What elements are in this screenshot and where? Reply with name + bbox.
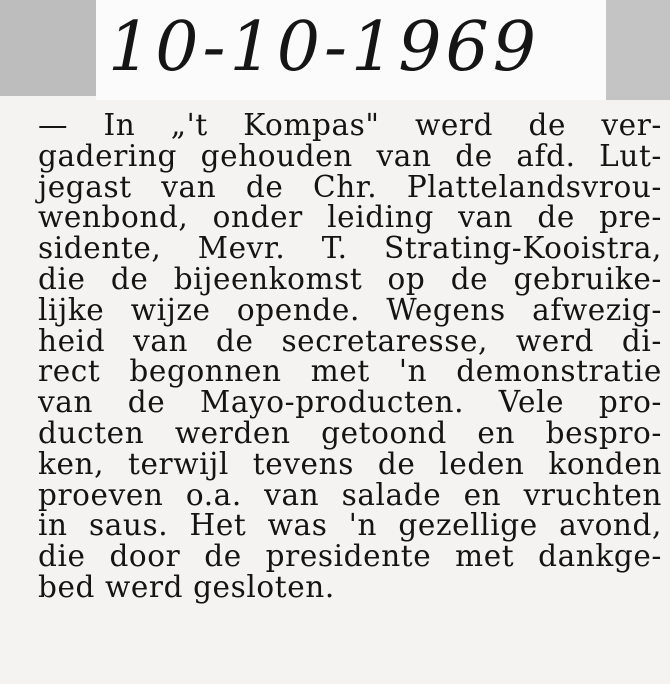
article-line: gadering gehouden van de afd. Lut- <box>38 138 662 173</box>
article-line: wenbond, onder leiding van de pre- <box>38 200 662 235</box>
article-line: die door de presidente met dankge- <box>38 539 662 574</box>
article-line: — In „'t Kompas" werd de ver- <box>38 108 662 142</box>
article-line: sidente, Mevr. T. Strating-Kooistra, <box>38 231 662 266</box>
background-margin-left <box>0 0 96 96</box>
article-line: heid van de secretaresse, werd di- <box>38 323 662 358</box>
article-line: proeven o.a. van salade en vruchten <box>38 477 662 512</box>
article-text <box>38 110 662 603</box>
article-line: rect begonnen met 'n demonstratie <box>38 354 662 389</box>
article-line: van de Mayo-producten. Vele pro- <box>38 385 662 420</box>
article-line: ken, terwijl tevens de leden konden <box>38 446 662 481</box>
article-line: jegast van de Chr. Plattelandsvrou- <box>38 169 662 204</box>
handwritten-date: 10-10-1969 <box>108 8 541 87</box>
article-line: bed werd gesloten. <box>38 569 335 604</box>
background-margin-right <box>606 0 670 100</box>
article-line: die de bijeenkomst op de gebruike- <box>38 261 662 296</box>
article-line: ducten werden getoond en bespro- <box>38 415 662 450</box>
article-line: in saus. Het was 'n gezellige avond, <box>38 508 662 543</box>
article-line: lijke wijze opende. Wegens afwezig- <box>38 292 662 327</box>
